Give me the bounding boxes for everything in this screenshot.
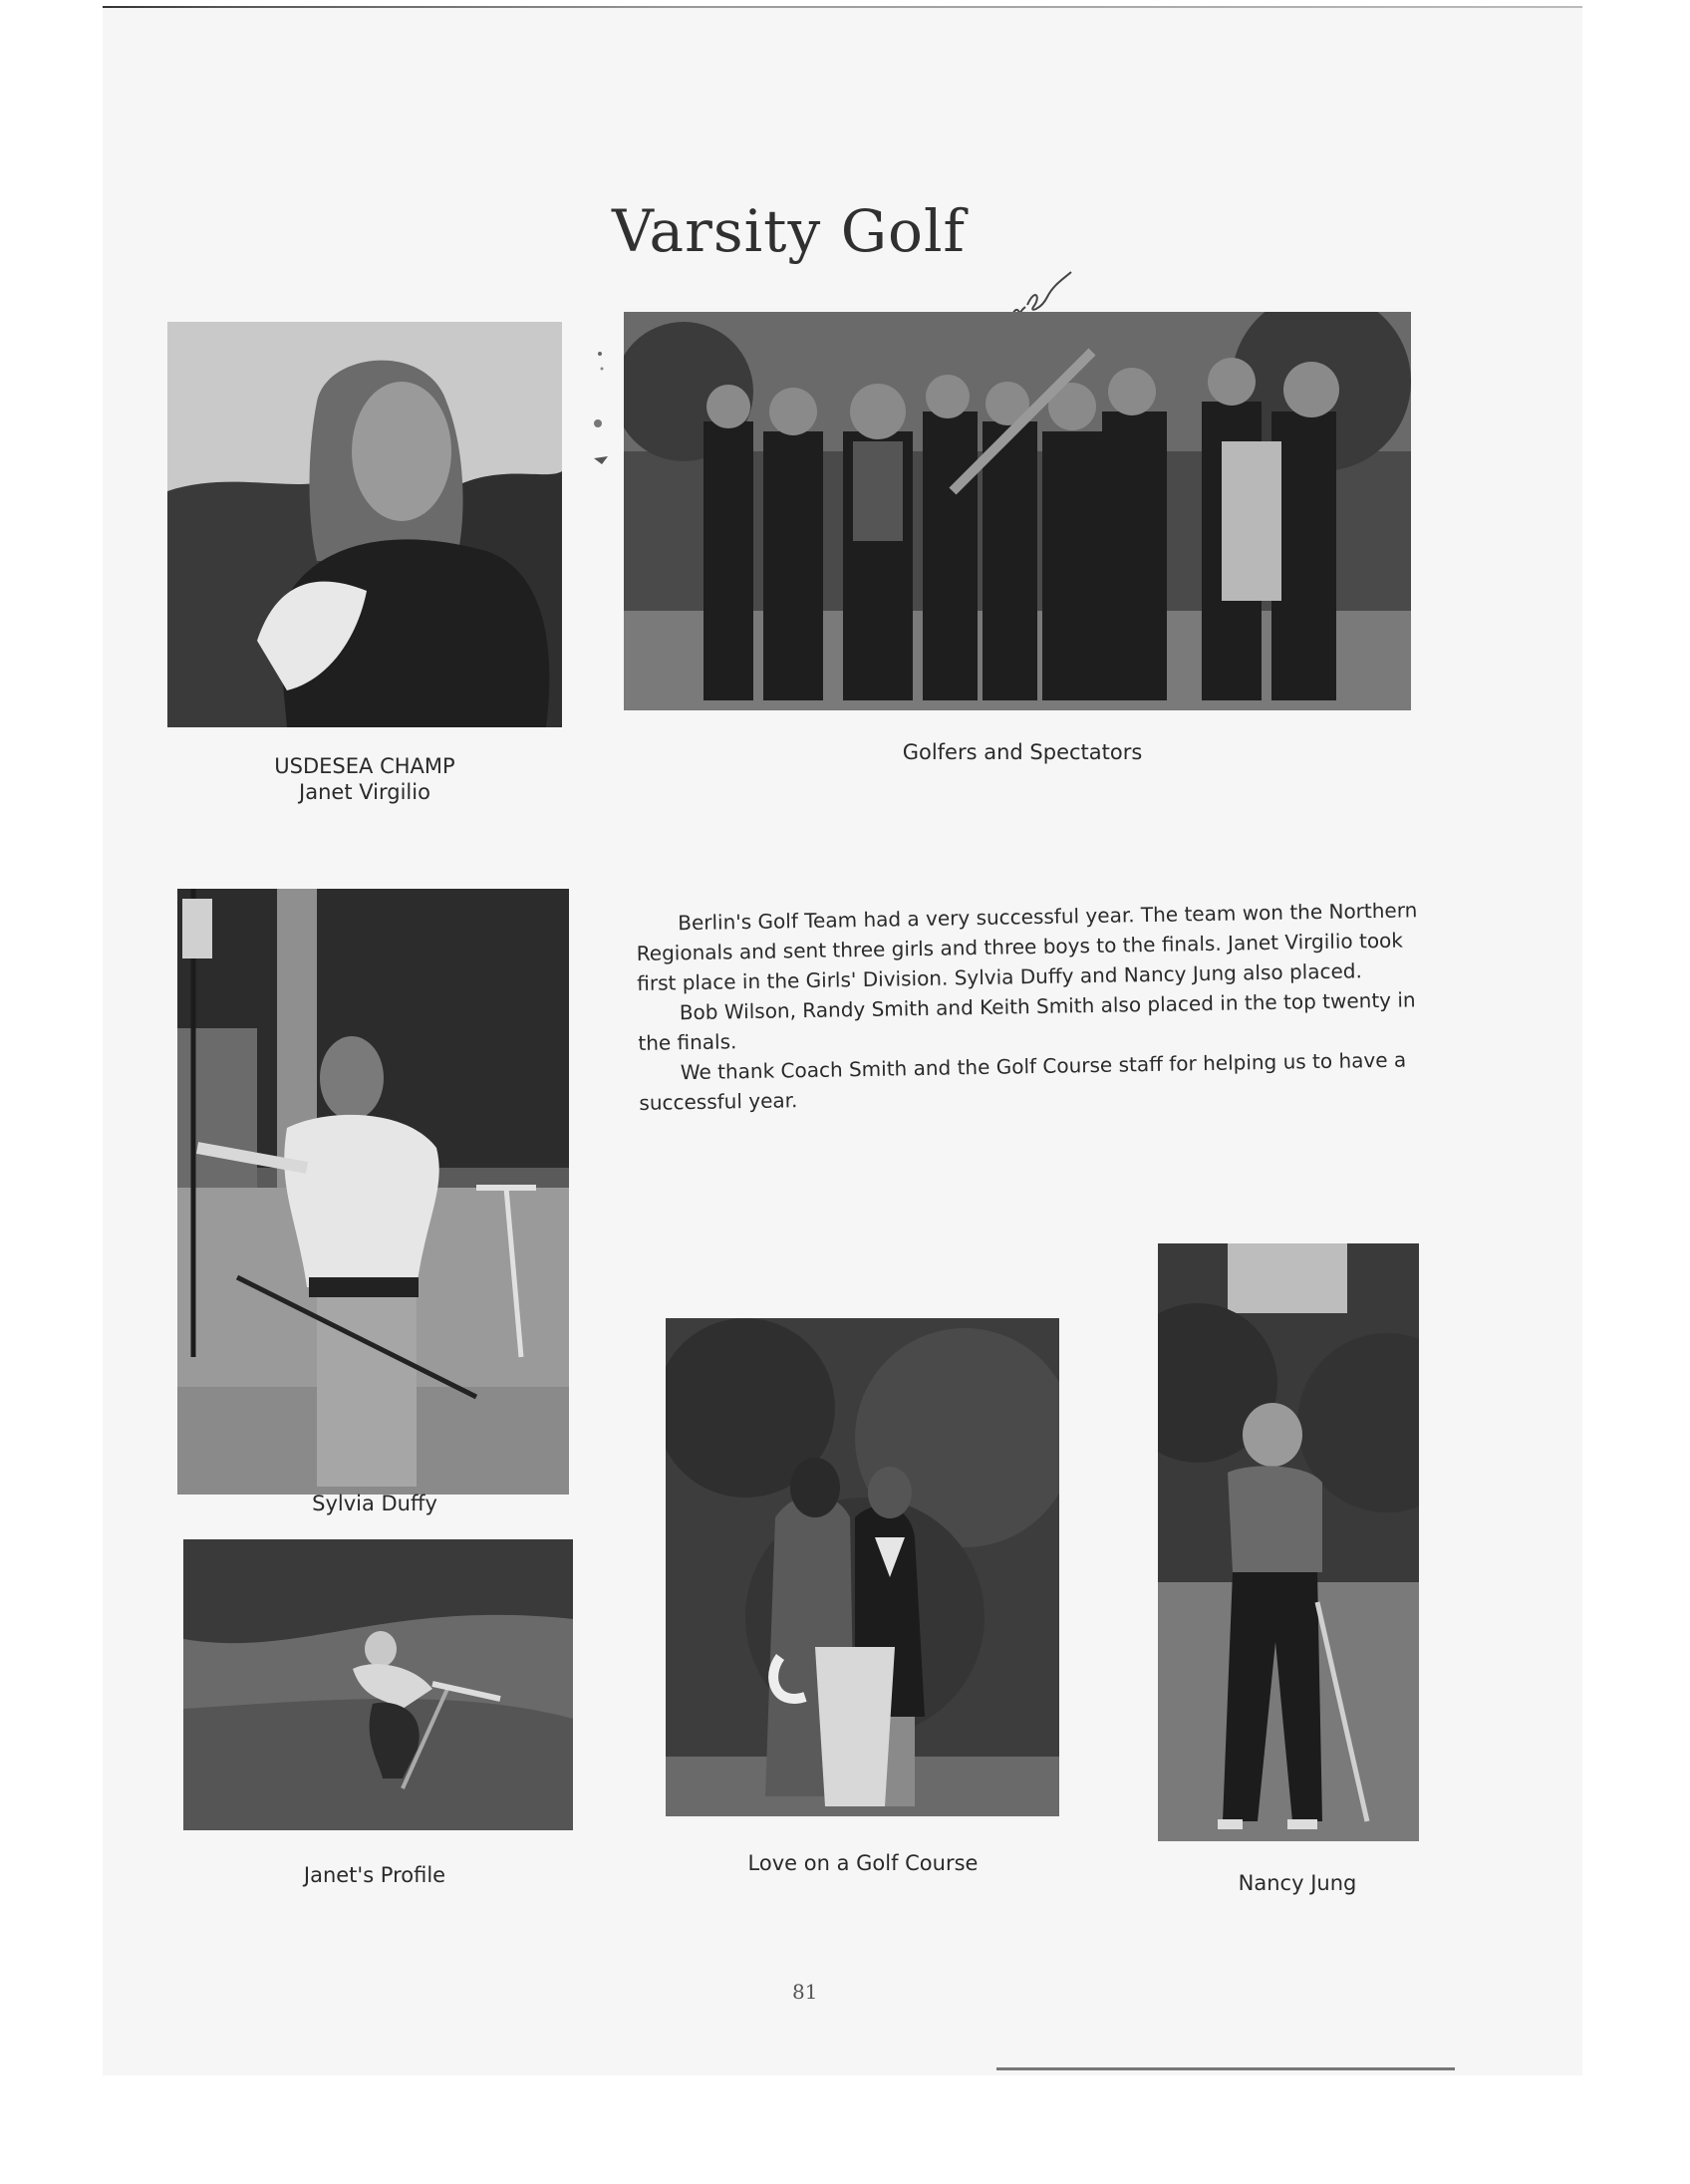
scan-bottom-edge: [996, 2067, 1455, 2070]
article-paragraph-1: Berlin's Golf Team had a very successful year. The team won the Northern Regionals and sent three girls and three boys to the finals. Janet Virgilio took first place in the Girls' Division. Sylvia Duffy and Nancy Jung also placed.: [636, 898, 1418, 995]
photo-spectators: [624, 312, 1411, 710]
article-paragraph-2: Bob Wilson, Randy Smith and Keith Smith also placed in the top twenty in the finals.: [638, 987, 1416, 1055]
caption-love: Love on a Golf Course: [747, 1851, 979, 1875]
article-text: [636, 895, 1427, 1118]
photo-love: [666, 1318, 1059, 1816]
caption-champ: [235, 753, 494, 806]
photo-champ: [167, 322, 562, 727]
caption-janets-profile: Janet's Profile: [303, 1863, 446, 1887]
photo-sylvia: [177, 889, 569, 1495]
caption-sylvia: Sylvia Duffy: [312, 1492, 437, 1515]
photo-janets-profile: [183, 1539, 573, 1830]
caption-champ-line1: USDESEA CHAMP: [274, 754, 455, 778]
page-number: 81: [792, 1980, 818, 2004]
caption-spectators: Golfers and Spectators: [902, 740, 1143, 764]
photo-nancy: [1158, 1243, 1419, 1841]
caption-nancy: Nancy Jung: [1238, 1871, 1357, 1895]
page-title: Varsity Golf: [612, 197, 966, 265]
article-paragraph-3: We thank Coach Smith and the Golf Course staff for helping us to have a successful year.: [639, 1047, 1407, 1115]
caption-champ-line2: Janet Virgilio: [299, 780, 430, 805]
scan-specks: [588, 339, 618, 478]
